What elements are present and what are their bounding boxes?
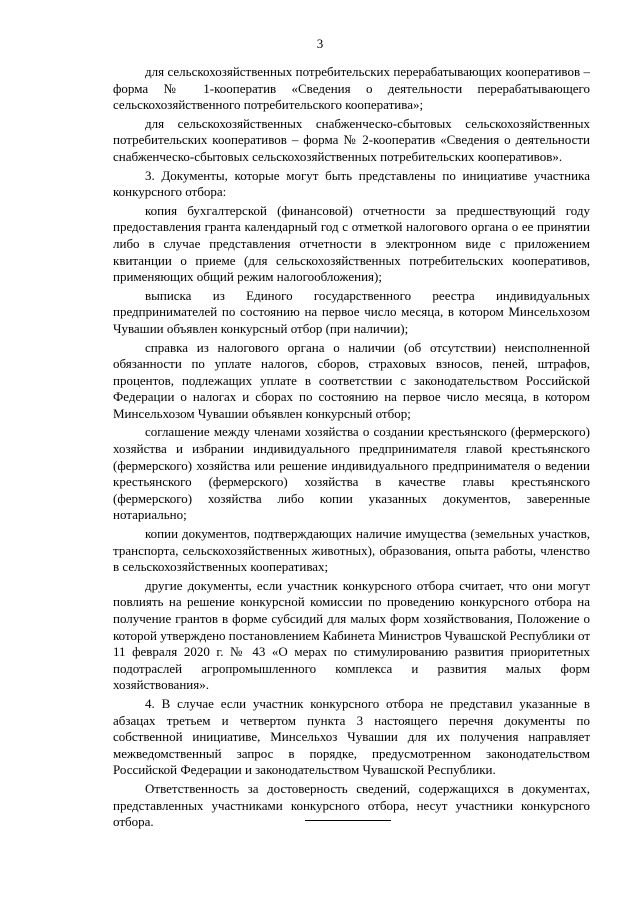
document-body	[113, 64, 590, 831]
paragraph-egrip-extract: выписка из Единого государственного реестра индивидуальных предпринимателей по состоянию на первое число месяца, в котором Минсельхозом Чувашии объявлен конкурсный отбор (при наличии);	[113, 287, 590, 336]
paragraph-responsibility: Ответственность за достоверность сведений, содержащихся в документах, представленных участниками конкурсного отбора, несут участники конкурсного отбора.	[113, 780, 590, 830]
paragraph-tax-certificate: справка из налогового органа о наличии (об отсутствии) неисполненной обязанности по уплате налогов, сборов, страховых взносов, пеней, штрафов, процентов, подлежащих уплате в соответствии с законодательством Российской Федерации о налогах и сборах по состоянию на первое число месяца, в котором Минсельхозом Чувашии объявлен конкурсный отбор;	[113, 339, 590, 421]
paragraph-form-1-cooperative: для сельскохозяйственных потребительских перерабатывающих кооперативов – форма № 1-кооператив «Сведения о деятельности перерабатывающего сельскохозяйственного потребительского кооператива»;	[113, 64, 590, 113]
paragraph-section-3-heading: 3. Документы, которые могут быть представлены по инициативе участника конкурсного отбора:	[113, 167, 590, 200]
paragraph-farm-agreement: соглашение между членами хозяйства о создании крестьянского (фермерского) хозяйства и избрании индивидуального предпринимателя главой крестьянского (фермерского) хозяйства или решение индивидуального предпринимателя о ведении крестьянского (фермерского) хозяйства в качестве главы крестьянского (фермерского) хозяйства либо копии указанных документов, заверенные нотариально;	[113, 424, 590, 523]
paragraph-other-documents: другие документы, если участник конкурсного отбора считает, что они могут повлиять на решение конкурсной комиссии по проведению конкурсного отбора на получение грантов в форме субсидий для малых форм хозяйствования, Положение о которой утверждено постановлением Кабинета Министров Чувашской Республики от 11 февраля 2020 г. № 43 «О мерах по стимулированию развития приоритетных подотраслей агропромышленного комплекса и развития малых форм хозяйствования».	[113, 577, 590, 693]
paragraph-property-documents: копии документов, подтверждающих наличие имущества (земельных участков, транспорта, сельскохозяйственных животных), образования, опыта работы, членство в сельскохозяйственных кооперативах;	[113, 526, 590, 575]
page-number: 3	[316, 36, 324, 51]
paragraph-accounting-report: копия бухгалтерской (финансовой) отчетности за предшествующий году предоставления гранта календарный год с отметкой налогового органа о ее принятии либо в случае представления отчетности в электронном виде с приложением квитанции о приеме (для сельскохозяйственных потребительских кооперативов, применяющих общий режим налогообложения);	[113, 202, 590, 285]
end-of-document-rule	[305, 820, 391, 821]
paragraph-section-4: 4. В случае если участник конкурсного отбора не представил указанные в абзацах третьем и четвертом пункта 3 настоящего перечня документы по собственной инициативе, Минсельхоз Чувашии для их получения направляет межведомственный запрос в порядке, предусмотренном законодательством Российской Федерации и законодательством Чувашской Республики.	[113, 695, 590, 778]
paragraph-form-2-cooperative: для сельскохозяйственных снабженческо-сбытовых сельскохозяйственных потребительских кооперативов – форма № 2-кооператив «Сведения о деятельности снабженческо-сбытовых сельскохозяйственных потребительских кооперативов».	[113, 115, 590, 164]
